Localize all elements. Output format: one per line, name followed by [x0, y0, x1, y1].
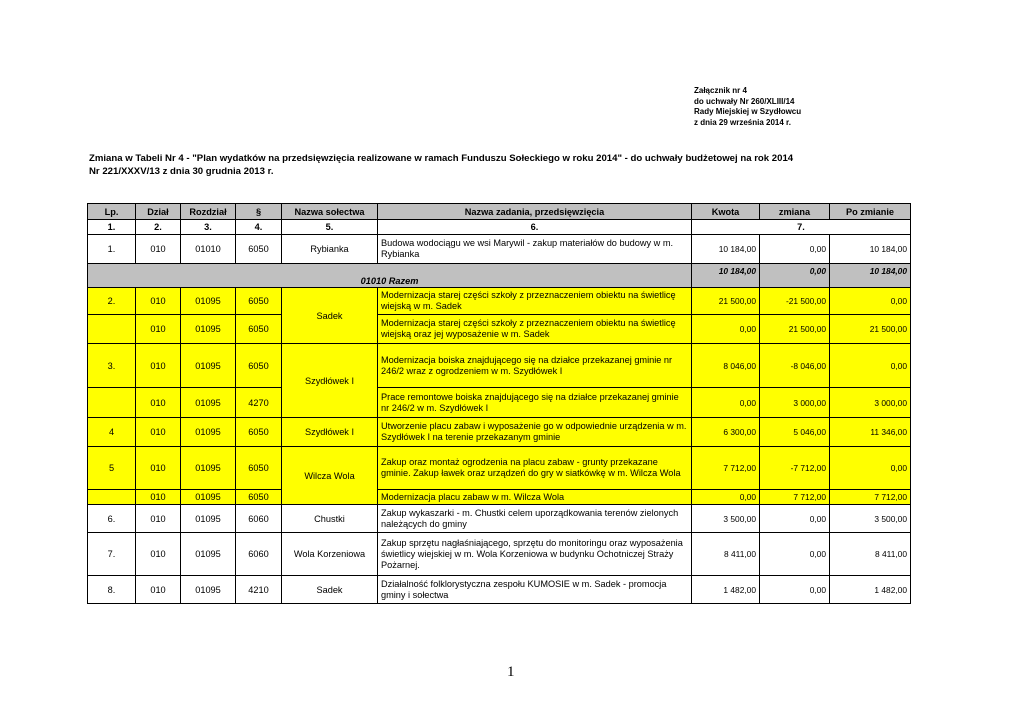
- annex-block: [694, 86, 801, 128]
- cell-dzial: 010: [136, 490, 181, 505]
- cell-po-zmianie: 11 346,00: [830, 418, 911, 447]
- colnum-3: 3.: [181, 220, 236, 235]
- cell-po-zmianie: 3 500,00: [830, 505, 911, 533]
- colnum-1: 1.: [88, 220, 136, 235]
- cell-paragraph: 6060: [236, 505, 282, 533]
- cell-po-zmianie: 8 411,00: [830, 533, 911, 576]
- header-kwota: Kwota: [692, 204, 760, 220]
- cell-po-zmianie: 7 712,00: [830, 490, 911, 505]
- cell-zmiana: 0,00: [760, 505, 830, 533]
- cell-paragraph: 4210: [236, 576, 282, 604]
- cell-solectwo: Chustki: [282, 505, 378, 533]
- colnum-5: 5.: [282, 220, 378, 235]
- cell-kwota: 0,00: [692, 388, 760, 418]
- table-row: [88, 533, 911, 576]
- cell-rozdzial: 01095: [181, 490, 236, 505]
- cell-zmiana: 0,00: [760, 235, 830, 264]
- table-row: [88, 388, 911, 418]
- cell-zmiana: -21 500,00: [760, 288, 830, 315]
- annex-line-3: Rady Miejskiej w Szydłowcu: [694, 107, 802, 116]
- cell-zmiana: 21 500,00: [760, 315, 830, 344]
- cell-paragraph: 6050: [236, 315, 282, 344]
- title-line-2: Nr 221/XXXV/13 z dnia 30 grudnia 2013 r.: [89, 165, 274, 177]
- cell-zmiana: 0,00: [760, 576, 830, 604]
- cell-solectwo: Wola Korzeniowa: [282, 533, 378, 576]
- cell-rozdzial: 01095: [181, 447, 236, 490]
- header-zmiana: zmiana: [760, 204, 830, 220]
- subtotal-po-zmianie: 10 184,00: [830, 264, 911, 288]
- cell-kwota: 0,00: [692, 490, 760, 505]
- cell-dzial: 010: [136, 288, 181, 315]
- cell-zmiana: 3 000,00: [760, 388, 830, 418]
- header-dzial: Dział: [136, 204, 181, 220]
- cell-po-zmianie: 0,00: [830, 344, 911, 388]
- cell-zadanie: Prace remontowe boiska znajdującego się na działce przekazanej gminie nr 246/2 w m. Szydłówek I: [378, 388, 692, 418]
- page-number: 1: [507, 664, 515, 680]
- cell-zmiana: -8 046,00: [760, 344, 830, 388]
- cell-rozdzial: 01095: [181, 288, 236, 315]
- cell-po-zmianie: 10 184,00: [830, 235, 911, 264]
- cell-kwota: 0,00: [692, 315, 760, 344]
- cell-po-zmianie: 0,00: [830, 447, 911, 490]
- document-title: [89, 153, 919, 178]
- subtotal-zmiana: 0,00: [760, 264, 830, 288]
- cell-po-zmianie: 21 500,00: [830, 315, 911, 344]
- cell-zadanie: Utworzenie placu zabaw i wyposażenie go w odpowiednie urządzenia w m. Szydłówek I na terenie przekazanym gminie: [378, 418, 692, 447]
- cell-lp: 4: [88, 418, 136, 447]
- cell-kwota: 8 046,00: [692, 344, 760, 388]
- cell-paragraph: 6060: [236, 533, 282, 576]
- cell-dzial: 010: [136, 505, 181, 533]
- table-row: [88, 447, 911, 490]
- cell-kwota: 6 300,00: [692, 418, 760, 447]
- cell-rozdzial: 01010: [181, 235, 236, 264]
- table-row: [88, 344, 911, 388]
- cell-zadanie: Modernizacja placu zabaw w m. Wilcza Wola: [378, 490, 692, 505]
- cell-rozdzial: 01095: [181, 388, 236, 418]
- cell-solectwo: Sadek: [282, 288, 378, 344]
- colnum-2: 2.: [136, 220, 181, 235]
- cell-kwota: 21 500,00: [692, 288, 760, 315]
- cell-paragraph: 4270: [236, 388, 282, 418]
- cell-lp: [88, 388, 136, 418]
- cell-lp: [88, 315, 136, 344]
- cell-rozdzial: 01095: [181, 418, 236, 447]
- cell-zadanie: Działalność folklorystyczna zespołu KUMOSIE w m. Sadek - promocja gminy i sołectwa: [378, 576, 692, 604]
- annex-line-2: do uchwały Nr 260/XLIII/14: [694, 96, 795, 106]
- annex-line-4: z dnia 29 września 2014 r.: [694, 117, 791, 127]
- cell-paragraph: 6050: [236, 418, 282, 447]
- cell-lp: 6.: [88, 505, 136, 533]
- table-row: [88, 576, 911, 604]
- annex-line-1: Załącznik nr 4: [694, 86, 747, 95]
- cell-dzial: 010: [136, 235, 181, 264]
- cell-zadanie: Modernizacja starej części szkoły z przeznaczeniem obiektu na świetlicę wiejską oraz jej wyposażenie w m. Sadek: [378, 315, 692, 344]
- cell-lp: 8.: [88, 576, 136, 604]
- expenditure-table: [87, 203, 911, 604]
- cell-rozdzial: 01095: [181, 344, 236, 388]
- cell-dzial: 010: [136, 388, 181, 418]
- cell-kwota: 3 500,00: [692, 505, 760, 533]
- table-row: [88, 288, 911, 315]
- cell-lp: 3.: [88, 344, 136, 388]
- cell-zadanie: Modernizacja boiska znajdującego się na działce przekazanej gminie nr 246/2 wraz z ogrodzeniem w m. Szydłówek I: [378, 344, 692, 388]
- cell-solectwo: Rybianka: [282, 235, 378, 264]
- cell-po-zmianie: 0,00: [830, 288, 911, 315]
- cell-kwota: 1 482,00: [692, 576, 760, 604]
- table-row: [88, 490, 911, 505]
- cell-solectwo: Wilcza Wola: [282, 447, 378, 505]
- cell-lp: 1.: [88, 235, 136, 264]
- cell-paragraph: 6050: [236, 447, 282, 490]
- colnum-4: 4.: [236, 220, 282, 235]
- cell-zadanie: Modernizacja starej części szkoły z przeznaczeniem obiektu na świetlicę wiejską w m. Sadek: [378, 288, 692, 315]
- cell-paragraph: 6050: [236, 235, 282, 264]
- cell-lp: [88, 490, 136, 505]
- cell-dzial: 010: [136, 447, 181, 490]
- cell-dzial: 010: [136, 344, 181, 388]
- cell-zmiana: -7 712,00: [760, 447, 830, 490]
- cell-kwota: 8 411,00: [692, 533, 760, 576]
- cell-zadanie: Zakup sprzętu nagłaśniającego, sprzętu do monitoringu oraz wyposażenia świetlicy wiejskiej w m. Wola Korzeniowa w budynku Ochotniczej Straży Pożarnej.: [378, 533, 692, 576]
- header-zadanie: Nazwa zadania, przedsięwzięcia: [378, 204, 692, 220]
- header-solectwo: Nazwa sołectwa: [282, 204, 378, 220]
- cell-paragraph: 6050: [236, 344, 282, 388]
- header-rozdzial: Rozdział: [181, 204, 236, 220]
- header-paragraph: §: [236, 204, 282, 220]
- cell-rozdzial: 01095: [181, 576, 236, 604]
- cell-zmiana: 5 046,00: [760, 418, 830, 447]
- cell-po-zmianie: 1 482,00: [830, 576, 911, 604]
- title-line-1: Zmiana w Tabeli Nr 4 - "Plan wydatków na przedsięwzięcia realizowane w ramach Funduszu Sołeckiego w roku 2014" - do uchwały budżetowej na rok 2014: [89, 153, 794, 164]
- subtotal-kwota: 10 184,00: [692, 264, 760, 288]
- subtotal-row: [88, 264, 911, 288]
- cell-dzial: 010: [136, 315, 181, 344]
- cell-rozdzial: 01095: [181, 533, 236, 576]
- cell-zadanie: Budowa wodociągu we wsi Marywil - zakup materiałów do budowy w m. Rybianka: [378, 235, 692, 264]
- cell-lp: 7.: [88, 533, 136, 576]
- table-row: [88, 235, 911, 264]
- header-po-zmianie: Po zmianie: [830, 204, 911, 220]
- header-lp: Lp.: [88, 204, 136, 220]
- cell-lp: 5: [88, 447, 136, 490]
- table-header-row: [88, 204, 911, 220]
- cell-zmiana: 7 712,00: [760, 490, 830, 505]
- cell-zadanie: Zakup wykaszarki - m. Chustki celem uporządkowania terenów zielonych należących do gminy: [378, 505, 692, 533]
- cell-zadanie: Zakup oraz montaż ogrodzenia na placu zabaw - grunty przekazane gminie. Zakup ławek oraz urządzeń do gry w siatkówkę w m. Wilcza Wola: [378, 447, 692, 490]
- cell-solectwo: Sadek: [282, 576, 378, 604]
- cell-paragraph: 6050: [236, 490, 282, 505]
- cell-kwota: 10 184,00: [692, 235, 760, 264]
- cell-dzial: 010: [136, 576, 181, 604]
- cell-po-zmianie: 3 000,00: [830, 388, 911, 418]
- cell-zmiana: 0,00: [760, 533, 830, 576]
- cell-dzial: 010: [136, 418, 181, 447]
- table-row: [88, 418, 911, 447]
- colnum-7: 7.: [692, 220, 911, 235]
- cell-solectwo: Szydłówek I: [282, 418, 378, 447]
- subtotal-label: 01010 Razem: [88, 264, 692, 288]
- cell-solectwo: Szydłówek I: [282, 344, 378, 418]
- cell-rozdzial: 01095: [181, 505, 236, 533]
- table-row: [88, 505, 911, 533]
- cell-lp: 2.: [88, 288, 136, 315]
- cell-dzial: 010: [136, 533, 181, 576]
- colnum-6: 6.: [378, 220, 692, 235]
- table-row: [88, 315, 911, 344]
- cell-kwota: 7 712,00: [692, 447, 760, 490]
- cell-paragraph: 6050: [236, 288, 282, 315]
- cell-rozdzial: 01095: [181, 315, 236, 344]
- column-number-row: [88, 220, 911, 235]
